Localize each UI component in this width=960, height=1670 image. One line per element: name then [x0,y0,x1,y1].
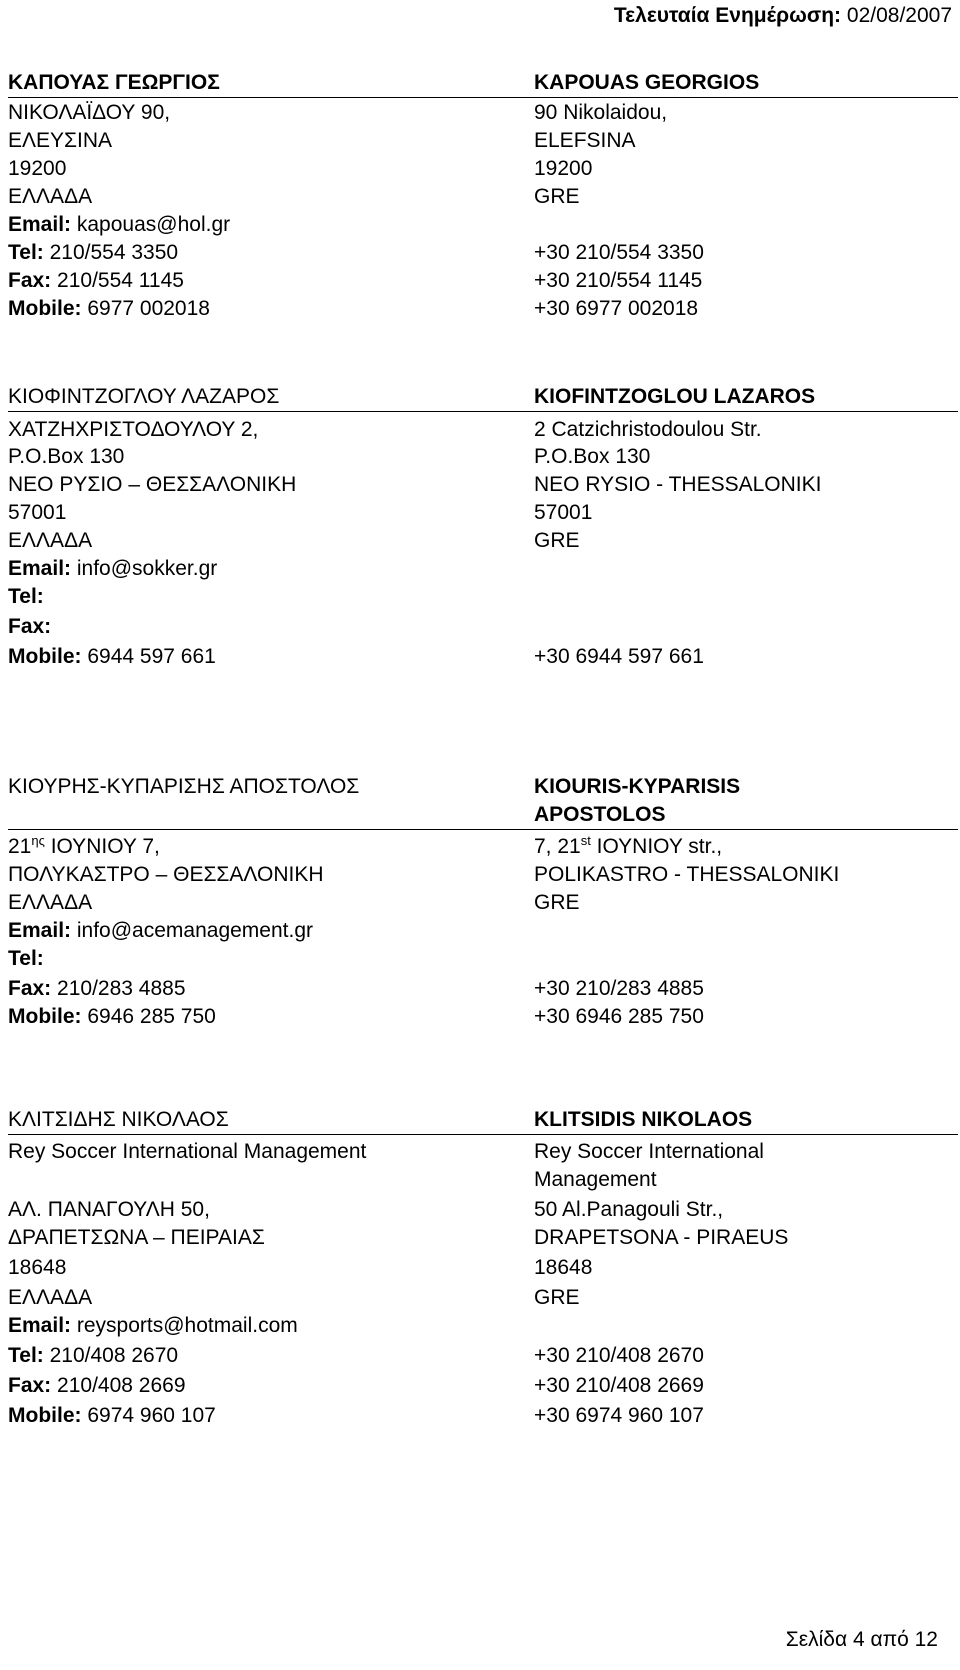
email-label: Email: [8,1314,72,1337]
fax-row [0,266,960,296]
divider-line [8,829,958,830]
divider-line [8,1134,958,1135]
address-latin: 7, 21st ΙΟΥΝΙΟΥ str., [534,833,723,858]
country-code: GRE [534,529,580,552]
fax-international: +30 210/554 1145 [534,269,703,292]
address-line [0,860,960,890]
address-line [0,832,960,862]
tel-label: Tel: [8,241,44,264]
fax-label: Fax: [8,1374,52,1397]
fax-row [0,974,960,1004]
address-line [0,182,960,212]
contact-name-greek: ΚΛΙΤΣΙΔΗΣ ΝΙΚΟΛΑΟΣ [8,1108,229,1131]
email-label: Email: [8,213,72,236]
address-line [0,1195,960,1225]
po-box-latin: P.O.Box 130 [534,445,651,468]
fax-row [0,612,960,642]
tel-local: 210/408 2670 [49,1344,179,1367]
address-line [0,415,960,445]
address-latin: 2 Catzichristodoulou Str. [534,418,762,441]
email-row [0,1311,960,1341]
postal-code: 19200 [8,157,67,180]
tel-label: Tel: [8,585,44,608]
fax-local: 210/554 1145 [57,269,184,292]
contact-name-greek: ΚΑΠΟΥΑΣ ΓΕΩΡΓΙΟΣ [8,71,220,94]
tel-row [0,582,960,612]
city-latin: POLIKASTRO - THESSALONIKI [534,863,840,886]
postal-code-latin: 19200 [534,157,593,180]
postal-code: 18648 [8,1256,67,1279]
company-name-latin-cont: Management [534,1168,657,1191]
address-line [0,470,960,500]
contact-name-row [0,68,960,98]
company-row-cont [0,1165,960,1195]
city-greek: ΝΕΟ ΡΥΣΙΟ – ΘΕΣΣΑΛΟΝΙΚΗ [8,473,297,496]
country-greek: ΕΛΛΑΔΑ [8,529,93,552]
po-box-greek: P.O.Box 130 [8,445,125,468]
tel-row [0,944,960,974]
postal-code: 57001 [8,501,67,524]
mobile-international: +30 6946 285 750 [534,1005,704,1028]
mobile-local: 6946 285 750 [87,1005,216,1028]
fax-international: +30 210/283 4885 [534,977,704,1000]
mobile-row [0,1401,960,1431]
contact-name-row [0,772,960,802]
mobile-label: Mobile: [8,297,82,320]
contact-name-row [0,1105,960,1135]
email-row [0,210,960,240]
email-row [0,554,960,584]
mobile-row [0,294,960,324]
fax-label: Fax: [8,269,52,292]
contact-name-latin: KAPOUAS GEORGIOS [534,71,760,94]
address-greek: $21^{\eta\varsigma}$ ΙΟΥΝΙΟΥ 7, [8,833,160,858]
tel-international: +30 210/554 3350 [534,241,704,264]
email-value[interactable]: info@sokker.gr [76,557,218,580]
tel-international: +30 210/408 2670 [534,1344,704,1367]
address-line [0,1223,960,1253]
country-greek: ΕΛΛΑΔΑ [8,185,93,208]
postal-code-latin: 18648 [534,1256,593,1279]
contact-name-latin: KLITSIDIS NIKOLAOS [534,1108,753,1131]
email-value[interactable]: reysports@hotmail.com [76,1314,298,1337]
mobile-row [0,1002,960,1032]
address-latin: 50 Al.Panagouli Str., [534,1198,724,1221]
divider-line [8,411,958,412]
mobile-local: 6974 960 107 [87,1404,216,1427]
mobile-label: Mobile: [8,1404,82,1427]
company-row [0,1137,960,1167]
company-name-latin: Rey Soccer International [534,1140,764,1163]
address-line [0,1253,960,1283]
address-line [0,1283,960,1313]
email-value[interactable]: kapouas@hol.gr [76,213,231,236]
mobile-international: +30 6944 597 661 [534,645,704,668]
address-line [0,154,960,184]
fax-international: +30 210/408 2669 [534,1374,704,1397]
mobile-row [0,642,960,672]
country-code: GRE [534,185,580,208]
address-line [0,98,960,128]
fax-row [0,1371,960,1401]
contact-name-row-cont [0,800,960,830]
last-update-label: Τελευταία Ενημέρωση: [613,4,842,27]
last-update-header [614,4,952,28]
address-line [0,498,960,528]
email-label: Email: [8,557,72,580]
mobile-local: 6944 597 661 [87,645,216,668]
page-number: Σελίδα 4 από 12 [785,1628,938,1651]
contact-name-latin: KIOFINTZOGLOU LAZAROS [534,385,816,408]
contact-name-latin-cont: APOSTOLOS [534,803,666,826]
tel-row [0,1341,960,1371]
mobile-international: +30 6974 960 107 [534,1404,704,1427]
address-latin: 90 Nikolaidou, [534,101,668,124]
contact-name-greek: ΚΙΟΥΡΗΣ-ΚΥΠΑΡΙΣΗΣ ΑΠΟΣΤΟΛΟΣ [8,775,360,798]
country-greek: ΕΛΛΑΔΑ [8,1286,93,1309]
address-greek: ΑΛ. ΠΑΝΑΓΟΥΛΗ 50, [8,1198,210,1221]
mobile-label: Mobile: [8,1005,82,1028]
city-greek: ΠΟΛΥΚΑΣΤΡΟ – ΘΕΣΣΑΛΟΝΙΚΗ [8,863,324,886]
city-latin: DRAPETSONA - PIRAEUS [534,1226,789,1249]
city-greek: ΕΛΕΥΣΙΝΑ [8,129,113,152]
country-code: GRE [534,891,580,914]
mobile-local: 6977 002018 [87,297,210,320]
address-greek: ΝΙΚΟΛΑΪΔΟΥ 90, [8,101,171,124]
email-label: Email: [8,919,72,942]
last-update-date: 02/08/2007 [846,4,952,27]
tel-label: Tel: [8,1344,44,1367]
tel-row [0,238,960,268]
company-name: Rey Soccer International Management [8,1140,367,1163]
city-latin: ELEFSINA [534,129,636,152]
email-row [0,916,960,946]
fax-label: Fax: [8,977,52,1000]
address-line [0,442,960,472]
contact-name-latin: KIOURIS-KYPARISIS [534,775,741,798]
tel-local: 210/554 3350 [49,241,179,264]
country-code: GRE [534,1286,580,1309]
fax-label: Fax: [8,615,52,638]
address-greek: ΧΑΤΖΗΧΡΙΣΤΟΔΟΥΛΟΥ 2, [8,418,259,441]
contact-name-row [0,382,960,412]
address-line [0,888,960,918]
mobile-international: +30 6977 002018 [534,297,699,320]
country-greek: ΕΛΛΑΔΑ [8,891,93,914]
email-value[interactable]: info@acemanagement.gr [76,919,313,942]
fax-local: 210/283 4885 [57,977,186,1000]
contact-name-greek: ΚΙΟΦΙΝΤΖΟΓΛΟΥ ΛΑΖΑΡΟΣ [8,385,280,408]
address-line [0,126,960,156]
tel-label: Tel: [8,947,44,970]
postal-code-latin: 57001 [534,501,593,524]
mobile-label: Mobile: [8,645,82,668]
city-greek: ΔΡΑΠΕΤΣΩΝΑ – ΠΕΙΡΑΙΑΣ [8,1226,265,1249]
address-line [0,526,960,556]
fax-local: 210/408 2669 [57,1374,186,1397]
city-latin: NEO RYSIO - THESSALONIKI [534,473,822,496]
